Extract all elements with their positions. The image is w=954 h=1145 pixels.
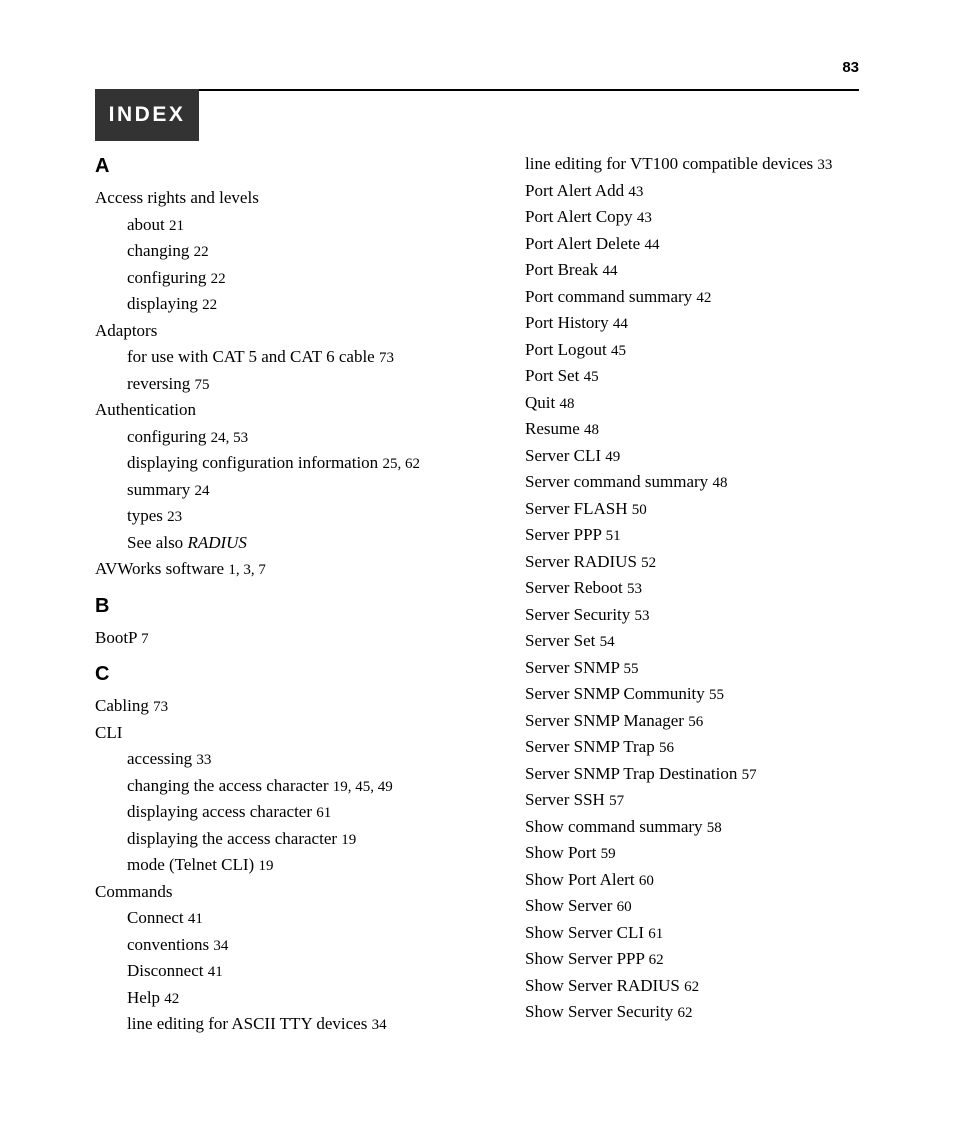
entry-term: Port Alert Add	[525, 180, 625, 200]
entry-pages: 60	[638, 872, 654, 889]
index-subentry	[525, 549, 865, 576]
index-subentry	[95, 291, 495, 318]
index-subentry	[95, 773, 495, 800]
index-subentry	[95, 852, 495, 879]
entry-term: line editing for ASCII TTY devices	[127, 1014, 368, 1033]
index-subentry	[525, 363, 865, 390]
entry-term: for use with CAT 5 and CAT 6 cable	[127, 347, 375, 366]
index-subentry	[95, 265, 495, 292]
entry-pages: 44	[644, 236, 660, 253]
entry-pages: 41	[207, 964, 223, 980]
index-subentry	[95, 958, 495, 985]
entry-pages: 55	[709, 687, 725, 703]
index-subentry	[525, 443, 865, 470]
entry-pages: 53	[634, 607, 650, 624]
entry-pages: 45	[610, 342, 626, 359]
index-subentry	[525, 522, 865, 549]
entry-pages: 50	[631, 501, 647, 518]
index-subentry	[525, 999, 865, 1026]
entry-term: Server CLI	[525, 445, 602, 465]
entry-term: types	[127, 506, 163, 525]
index-subentry	[95, 212, 495, 239]
entry-term: CLI	[95, 722, 123, 742]
entry-term: changing the access character	[127, 775, 329, 795]
entry-pages: 33	[817, 157, 833, 173]
index-subentry	[525, 575, 865, 602]
index-subentry	[95, 905, 495, 932]
index-subentry	[525, 390, 865, 417]
index-subentry	[525, 469, 865, 496]
index-subentry	[525, 337, 865, 364]
entry-term: Show command summary	[525, 816, 703, 836]
entry-term: displaying access character	[127, 802, 313, 821]
entry-pages: 44	[602, 263, 618, 279]
index-subentry	[525, 655, 865, 682]
entry-pages: 48	[584, 422, 600, 438]
entry-term: Port command summary	[525, 286, 693, 306]
index-subentry	[525, 814, 865, 841]
entry-pages: 59	[600, 846, 616, 862]
entry-term: Server SNMP	[525, 657, 620, 677]
index-subentry	[525, 231, 865, 258]
entry-term: Show Port	[525, 843, 597, 862]
index-subentry	[95, 477, 495, 504]
entry-pages: 34	[213, 937, 229, 954]
entry-pages: 22	[210, 270, 226, 287]
entry-term: Server SNMP Trap	[525, 737, 655, 756]
entry-pages: 57	[609, 793, 625, 809]
entry-pages: 58	[706, 819, 722, 836]
section-title: INDEX	[95, 89, 199, 141]
entry-term: changing	[127, 241, 190, 260]
entry-pages: 62	[648, 952, 664, 968]
entry-term: mode (Telnet CLI)	[127, 855, 255, 874]
index-subentry	[525, 284, 865, 311]
entry-term: Show Server RADIUS	[525, 975, 680, 995]
entry-pages: 44	[612, 316, 628, 332]
entry-pages: 48	[559, 395, 575, 412]
entry-pages: 75	[194, 376, 210, 393]
entry-term: AVWorks software	[95, 559, 225, 578]
letter-heading-c: C	[95, 663, 110, 685]
entry-term: configuring	[127, 267, 207, 287]
entry-pages: 1, 3, 7	[228, 562, 266, 578]
entry-term: Server PPP	[525, 525, 602, 544]
index-subentry	[525, 946, 865, 973]
letter-heading-a: A	[95, 155, 110, 177]
entry-pages: 48	[712, 475, 728, 491]
entry-term: Help	[127, 987, 161, 1007]
entry-term: Server SNMP Manager	[525, 710, 684, 730]
letter-heading-b: B	[95, 594, 110, 617]
page-number: 83	[842, 59, 859, 76]
entry-pages: 42	[696, 289, 712, 306]
entry-term: displaying	[127, 294, 198, 313]
entry-pages: 45	[583, 369, 599, 385]
entry-pages: 19	[341, 831, 357, 848]
entry-term: conventions	[127, 934, 210, 954]
entry-term: Server Reboot	[525, 578, 623, 597]
index-subentry	[95, 799, 495, 826]
index-subentry	[95, 503, 495, 530]
entry-pages: 61	[316, 805, 332, 821]
entry-pages: 54	[599, 634, 615, 650]
entry-pages: 22	[202, 297, 218, 313]
entry-pages: 25, 62	[382, 456, 420, 472]
header-rule	[95, 89, 859, 91]
entry-term: Resume	[525, 419, 580, 438]
index-subentry	[95, 371, 495, 398]
entry-term: Authentication	[95, 400, 197, 419]
index-subentry	[525, 787, 865, 814]
index-subentry	[525, 734, 865, 761]
index-subentry	[95, 424, 495, 451]
index-subentry	[525, 920, 865, 947]
index-subentry	[525, 628, 865, 655]
entry-term: reversing	[127, 373, 191, 393]
entry-pages: 41	[187, 911, 203, 927]
index-entry	[95, 397, 495, 424]
see-also-target: RADIUS	[187, 532, 247, 552]
entry-pages: 43	[636, 210, 652, 226]
entry-pages: 24	[194, 482, 210, 499]
index-entry	[95, 185, 495, 212]
entry-pages: 21	[169, 217, 185, 234]
entry-pages: 56	[688, 713, 704, 730]
entry-term: Server FLASH	[525, 498, 628, 518]
entry-pages: 19	[258, 858, 274, 874]
index-subentry	[95, 238, 495, 265]
entry-term: Show Server CLI	[525, 922, 644, 942]
index-subentry	[525, 496, 865, 523]
index-subentry	[525, 257, 865, 284]
entry-pages: 56	[658, 740, 674, 756]
index-see-also	[95, 530, 495, 557]
index-subentry	[95, 985, 495, 1012]
entry-term: Port Break	[525, 260, 599, 279]
index-subentry	[95, 826, 495, 853]
entry-term: Server Security	[525, 604, 631, 624]
entry-term: Server command summary	[525, 472, 709, 491]
entry-term: configuring	[127, 426, 207, 446]
entry-term: displaying the access character	[127, 828, 338, 848]
entry-term: Cabling	[95, 696, 149, 715]
index-entry	[95, 720, 495, 747]
index-subentry	[525, 681, 865, 708]
index-right-column	[525, 151, 865, 1026]
index-subentry	[525, 416, 865, 443]
entry-pages: 33	[196, 752, 212, 768]
index-subentry	[95, 450, 495, 477]
index-subentry	[95, 1011, 495, 1038]
index-subentry	[95, 344, 495, 371]
entry-term: accessing	[127, 749, 193, 768]
entry-term: Server RADIUS	[525, 551, 637, 571]
entry-pages: 62	[684, 978, 700, 995]
entry-pages: 52	[641, 554, 657, 571]
entry-term: about	[127, 214, 165, 234]
entry-term: summary	[127, 479, 191, 499]
entry-pages: 61	[648, 925, 664, 942]
entry-pages: 51	[605, 528, 621, 544]
index-subentry	[525, 840, 865, 867]
index-entry	[95, 693, 495, 720]
entry-term: BootP	[95, 627, 137, 647]
entry-term: Server Set	[525, 631, 596, 650]
entry-term: Show Server PPP	[525, 949, 645, 968]
entry-pages: 53	[626, 581, 642, 597]
index-left-column	[95, 151, 495, 1038]
index-subentry	[525, 708, 865, 735]
entry-pages: 57	[741, 766, 757, 783]
entry-term: Port Alert Copy	[525, 207, 633, 226]
index-entry	[95, 318, 495, 345]
entry-term: Show Server	[525, 896, 613, 915]
entry-pages: 60	[616, 899, 632, 915]
entry-term: Port Logout	[525, 339, 607, 359]
entry-term: Show Server Security	[525, 1002, 674, 1021]
entry-term: Connect	[127, 908, 184, 927]
entry-pages: 55	[623, 660, 639, 677]
index-subentry	[95, 932, 495, 959]
entry-pages: 19, 45, 49	[332, 778, 393, 795]
entry-pages: 22	[193, 244, 209, 260]
entry-term: Quit	[525, 392, 556, 412]
entry-term: line editing for VT100 compatible devices	[525, 154, 814, 173]
index-subentry	[525, 602, 865, 629]
entry-term: Port Set	[525, 366, 580, 385]
entry-term: Server SSH	[525, 790, 605, 809]
entry-term: Server SNMP Community	[525, 684, 705, 703]
entry-pages: 24, 53	[210, 429, 249, 446]
entry-pages: 62	[677, 1005, 693, 1021]
entry-term: Show Port Alert	[525, 869, 635, 889]
entry-term: displaying configuration information	[127, 453, 379, 472]
entry-term: Disconnect	[127, 961, 204, 980]
entry-pages: 34	[371, 1017, 387, 1033]
see-also-label: See also	[127, 532, 184, 552]
index-entry	[95, 879, 495, 906]
entry-term: Access rights and levels	[95, 188, 259, 207]
index-subentry	[525, 178, 865, 205]
entry-pages: 49	[605, 448, 621, 465]
entry-pages: 73	[153, 699, 169, 715]
index-subentry	[525, 973, 865, 1000]
entry-term: Server SNMP Trap Destination	[525, 763, 738, 783]
index-subentry	[95, 746, 495, 773]
index-subentry	[525, 867, 865, 894]
index-subentry	[525, 151, 865, 178]
entry-term: Commands	[95, 881, 173, 901]
index-subentry	[525, 761, 865, 788]
entry-pages: 43	[628, 183, 644, 200]
index-entry	[95, 625, 495, 652]
entry-term: Port History	[525, 313, 609, 332]
entry-term: Adaptors	[95, 320, 158, 340]
entry-pages: 42	[164, 990, 180, 1007]
entry-term: Port Alert Delete	[525, 233, 641, 253]
index-subentry	[525, 893, 865, 920]
index-subentry	[525, 310, 865, 337]
index-subentry	[525, 204, 865, 231]
entry-pages: 23	[167, 509, 183, 525]
entry-pages: 7	[141, 630, 149, 647]
entry-pages: 73	[378, 350, 394, 366]
index-entry	[95, 556, 495, 583]
